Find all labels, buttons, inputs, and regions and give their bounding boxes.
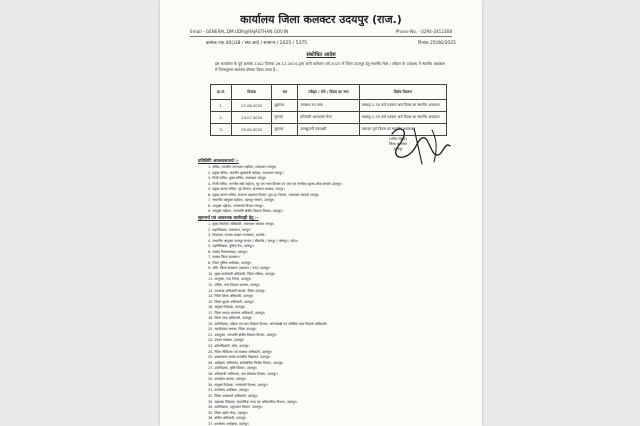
list-item: 8. आयुक्त महोदय, जनसंपर्क विभाग जयपुर। [208, 203, 264, 208]
signatory-designation: जिला कलक्टर [388, 142, 408, 146]
list-item: 12. सचिव, नगर विकास प्रन्यास, उदयपुर। [208, 283, 261, 288]
table-row [211, 112, 447, 124]
note-cell: यथावत पूर्ण दिवस का स्थानीय अवकाश [359, 124, 446, 136]
column-header: क्र.सं. [211, 85, 232, 100]
date-cell: 03.09.2025 [232, 124, 272, 136]
order-heading: संशोधित आदेश [306, 52, 336, 58]
list-item: 2. महानिदेशक, राजस्थान, जयपुर। [208, 227, 251, 232]
list-item: 3. निबन्धक, राजस्व मण्डल राजस्थान, अजमेर। [208, 233, 266, 238]
list-item: 27. उपनिदेशक, कृषि विस्तार, उदयपुर। [208, 366, 258, 371]
serial-cell: 1. [211, 100, 232, 112]
list-item: 8. जिला पुलिस अधीक्षक, उदयपुर। [208, 260, 252, 265]
note-cell: मध्याह्न 1:30 बजे पश्चात अर्ध दिवस का स्थानीय अवकाश [359, 112, 446, 124]
list-item: 19. उपनिदेशक, महिला एवं बाल विकास विभाग, आंगनबाड़ी एवं समेकित बाल विकास अधिकारी। [208, 321, 328, 326]
list-item: 21. उपायुक्त, जनजाति क्षेत्रीय विकास विभाग, उदयपुर। [208, 332, 277, 337]
document-page [160, 0, 482, 426]
list-item: 6. समस्त विभागाध्यक्ष, उदयपुर। [208, 249, 248, 254]
contact-row [190, 29, 452, 34]
list-item: 36. क्षेत्रीय अधिकारी, उदयपुर। [208, 416, 247, 421]
list-item: 7. संभागीय आयुक्त महोदय, उदयपुर संभाग, उदयपुर। [208, 198, 275, 203]
festival-cell: जलझूलनी एकादशी [298, 124, 359, 136]
day-cell: शुक्रवार [272, 100, 298, 112]
list-item: 10. मुख्य कार्यकारी अधिकारी, जिला परिषद, उदयपुर। [208, 271, 276, 276]
list-item: 6. प्रमुख शासन सचिव, सामान्य प्रशासन विभाग (ग्रुप-4) विभाग, राजस्थान सरकार जयपुर। [208, 192, 320, 197]
reference-number: क्रमांक एफ.40()28 / स्था.आदे / सामान्य / 2025 / 5375 [206, 41, 308, 46]
list-item: 23. कोषाधिकारी, कोष, उदयपुर। [208, 344, 250, 349]
list-item: 3. निजी सचिव, मुख्य सचिव, राजस्थान जयपुर। [208, 176, 267, 181]
list-item: 17. जिला समाज कल्याण अधिकारी, उदयपुर। [208, 310, 266, 315]
list-item: 25. प्रधानाचार्य समस्त राजकीय विद्यालय, उदयपुर। [208, 355, 271, 360]
serial-cell: 2. [211, 112, 232, 124]
date-cell: 24.07.2025 [232, 112, 272, 124]
email-text: Email - GENERAL.DM.UDR@RAJASTHAN.GOV.IN [190, 29, 289, 34]
list-item: 35. जिला उद्योग केन्द्र, उदयपुर। [208, 410, 248, 415]
column-header: दिनांक [232, 85, 272, 100]
phone-text: Phone No. - 0294-2412308 [395, 29, 452, 34]
copy-section-title: प्रतिलिपि आवश्यकतार्थ :- [198, 159, 239, 164]
list-item: 1. सचिव, माननीय राज्यपाल महोदय, राजभवन जयपुर। [208, 165, 277, 169]
list-item: 16. संयुक्त निदेशक, उदयपुर। [208, 305, 246, 310]
list-item: 37. कार्यालय अधीक्षक, उदयपुर। [208, 421, 250, 426]
note-cell: मध्याह्न 1:30 बजे पश्चात अर्ध दिवस का स्थानीय अवकाश [359, 100, 446, 112]
header-divider [190, 36, 452, 37]
list-item: 22. उपवन संरक्षक, उदयपुर। [208, 338, 245, 343]
signatory-place: उदयपुर [393, 147, 403, 151]
day-cell: बुधवार [272, 124, 298, 136]
list-item: 15. जिला सूचना अधिकारी, उदयपुर। [208, 299, 255, 304]
list-item: 28. अधिशाषी अभियन्ता, जल संसाधन विभाग, उदयपुर। [208, 371, 278, 376]
signatory-name: (नमित मेहता) [389, 137, 407, 141]
info-list [208, 222, 453, 426]
info-section-title: सूचनार्थ एवं आवश्यक कार्यवाही हेतु :- [198, 216, 259, 221]
list-item: 9. आयुक्त महोदय, जनजाति क्षेत्रीय विकास विभाग, उदयपुर। [208, 209, 284, 214]
list-item: 4. निजी सचिव, माननीय मंत्री महोदय, गृह एवं न्याय विभाग एवं जल एवं नागरिक सुरक्षा-लोक सम्पर्क उदयपुर। [208, 181, 342, 186]
serial-cell: 3. [211, 124, 232, 136]
table-header-row [211, 85, 447, 100]
column-header: त्यौहार / मेले / दिवस का नाम [298, 85, 359, 100]
office-title: कार्यालय जिला कलक्टर उदयपुर (राज.) [240, 13, 402, 26]
list-item: 31. कार्यालय अधीक्षक, उदयपुर। [208, 388, 250, 393]
list-item: 13. उपखण्ड अधिकारी समस्त, जिला उदयपुर। [208, 288, 266, 293]
date-cell: 27.06.2025 [232, 100, 272, 112]
day-cell: गुरुवार [272, 112, 298, 124]
list-item: 2. प्रमुख सचिव, माननीय मुख्यमंत्री महोदय, राजस्थान जयपुर। [208, 170, 284, 175]
list-item: 11. आयुक्त, नगर निगम, उदयपुर। [208, 277, 252, 282]
list-item: 14. जिला शिक्षा अधिकारी, उदयपुर। [208, 294, 254, 299]
order-date: दिनांक 25/06/2025 [417, 41, 456, 46]
list-item: 34. उपनिदेशक, पशुपालन विभाग, उदयपुर। [208, 405, 263, 410]
list-item: 18. जिला रसद अधिकारी, उदयपुर। [208, 316, 253, 321]
list-item: 1. मुख्य निर्वाचन अधिकारी, राजस्थान सरकार जयपुर। [208, 222, 275, 226]
list-item: 5. प्रमुख शासन सचिव, गृह विभाग, राजस्थान सरकार, जयपुर। [208, 187, 285, 192]
table-row [211, 100, 447, 112]
list-item: 29. कार्यालय समस्त, उदयपुर। [208, 377, 247, 382]
column-header: विशेष विवरण [359, 85, 446, 100]
order-body-text: इस कार्यालय के पूर्व क्रमांक 1342 दिनांक 26.12.2024 द्वारा जारी कलेक्टर वर्ष 2025 में जिला उदयपुर हेतु स्थानीय मेला / त्यौहार के उपलक्ष्य में स्थानीय अवकाश में निम्नानुसार संशोधन घोषणा किया जाता है :- [215, 61, 445, 72]
festival-cell: जगन्नाथ रथ यात्रा [298, 100, 359, 112]
list-item: 33. सहायक निदेशक, सामाजिक न्याय एवं अधिकारिता विभाग, उदयपुर। [208, 399, 298, 404]
list-item: 30. संयुक्त निदेशक, जनसंपर्क विभाग, उदयपुर। [208, 382, 268, 387]
list-item: 26. अधीक्षण अभियन्ता, सार्वजनिक निर्माण विभाग, उदयपुर। [208, 360, 284, 365]
signature-block [378, 137, 418, 152]
festival-cell: हरियाली अमावस्या मेला [298, 112, 359, 124]
column-header: वार [272, 85, 298, 100]
list-item: 5. महानिरीक्षक, पुलिस रेंज, उदयपुर। [208, 244, 254, 249]
list-item: 20. तहसीलदार समस्त, जिला उदयपुर। [208, 327, 257, 332]
list-item: 24. जिला चिकित्सा एवं स्वास्थ्य अधिकारी, उदयपुर। [208, 349, 273, 354]
reference-row [206, 40, 456, 46]
list-item: 9. अति. जिला कलक्टर (प्रशासन / नगर) उदयपुर। [208, 266, 271, 271]
list-item: 4. संभागीय आयुक्त उदयपुर संभाग / बीकानेर / जयपुर / जोधपुर / कोटा। [208, 238, 299, 243]
list-item: 32. जिला आबकारी अधिकारी, उदयपुर। [208, 393, 259, 398]
list-item: 7. समस्त जिला कलक्टर। [208, 255, 240, 260]
copy-list [208, 165, 453, 215]
